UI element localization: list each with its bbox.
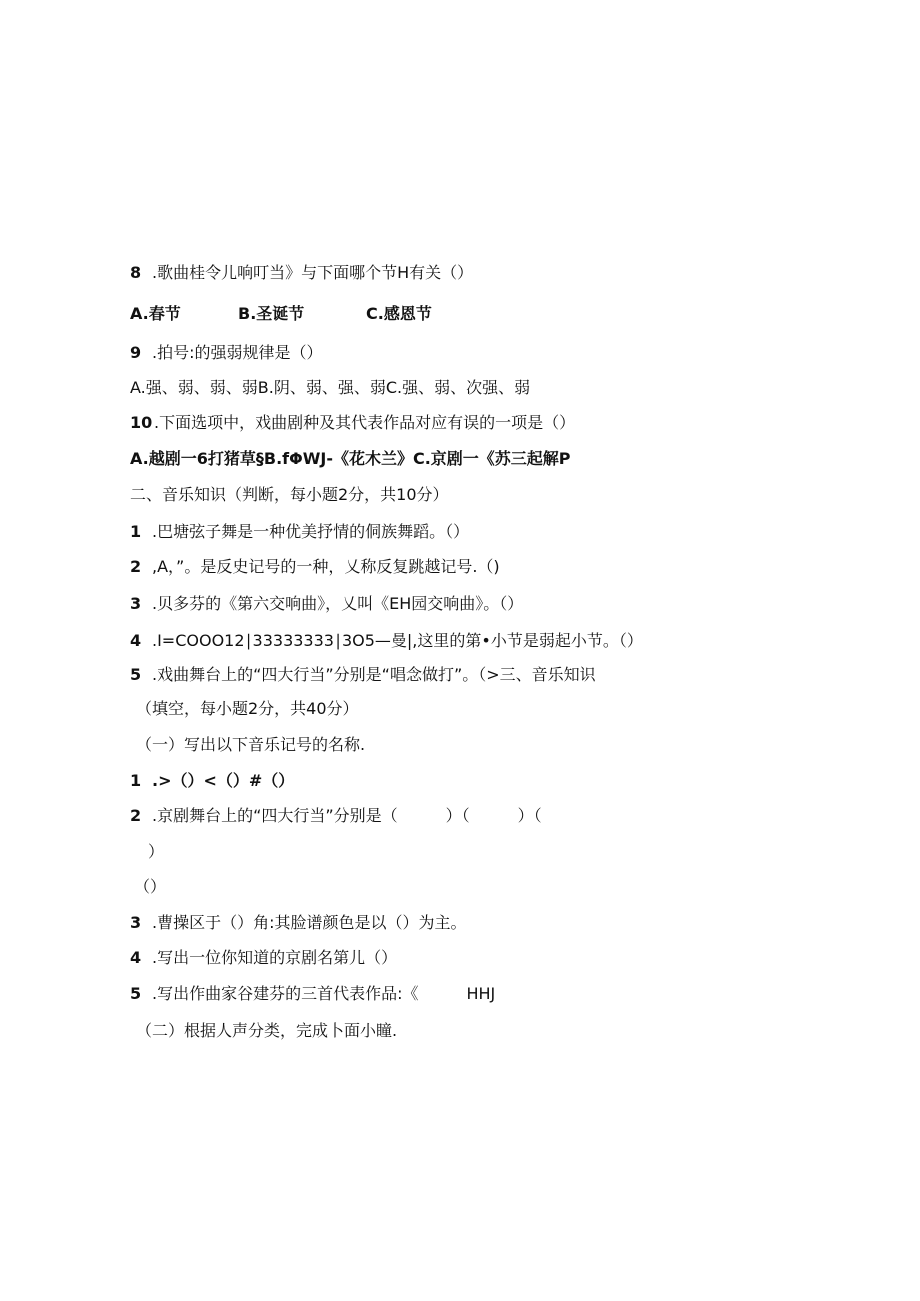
options-text: A.强、弱、弱、弱B.阴、弱、强、弱C.强、弱、次强、弱 bbox=[130, 378, 531, 397]
fill-item bbox=[130, 770, 294, 792]
part-heading: （二）根据人声分类，完成卜面小瞳. bbox=[136, 1021, 398, 1040]
item-text: .戏曲舞台上的“四大行当”分别是“唱念做打”。（>三、音乐知识 bbox=[152, 665, 596, 684]
part-heading: （一）写出以下音乐记号的名称. bbox=[136, 735, 366, 754]
question-text: .歌曲桂令儿响叮当》与下面哪个节H有关（） bbox=[152, 263, 474, 282]
item-number: 1 bbox=[130, 771, 142, 790]
judgement-item bbox=[130, 664, 596, 686]
question-8 bbox=[130, 262, 473, 284]
item-number: 5 bbox=[130, 665, 142, 684]
item-text: （） bbox=[134, 877, 167, 896]
part-2-heading bbox=[136, 1020, 397, 1042]
section-heading: 二、音乐知识（判断，每小题2分，共10分） bbox=[130, 485, 449, 504]
item-text: .京剧舞台上的“四大行当”分别是（ ）（ ）（ bbox=[152, 806, 542, 825]
fill-item bbox=[130, 805, 542, 827]
item-text: .巴塘弦子舞是一种优美抒情的侗族舞蹈。（） bbox=[152, 522, 470, 541]
item-number: 2 bbox=[130, 557, 142, 576]
section-subheading: （填空，每小题2分，共40分） bbox=[136, 699, 359, 718]
option-c: C.感恩节 bbox=[366, 304, 432, 323]
judgement-item bbox=[130, 521, 469, 543]
item-number: 3 bbox=[130, 913, 142, 932]
option-a: A.春节 bbox=[130, 304, 181, 323]
option-b: B.圣诞节 bbox=[238, 304, 305, 323]
question-number: 8 bbox=[130, 263, 142, 282]
section-2-heading bbox=[130, 484, 449, 506]
item-text: .写出作曲家谷建芬的三首代表作品:《 HHJ bbox=[152, 984, 496, 1003]
question-8-options bbox=[130, 303, 432, 325]
fill-item bbox=[130, 912, 466, 934]
question-number: 9 bbox=[130, 343, 142, 362]
item-number: 4 bbox=[130, 631, 142, 650]
part-1-heading bbox=[136, 734, 365, 756]
judgement-item bbox=[130, 593, 523, 615]
options-text: A.越剧一6打猪草§B.fΦWJ-《花木兰》C.京剧一《苏三起解P bbox=[130, 449, 571, 468]
fill-item bbox=[130, 947, 397, 969]
question-text: .拍号:的强弱规律是（） bbox=[152, 343, 323, 362]
fill-item bbox=[130, 983, 495, 1005]
question-9-options bbox=[130, 377, 530, 399]
question-text: .下面选项中，戏曲剧种及其代表作品对应有误的一项是（） bbox=[154, 413, 576, 432]
section-3-subheading bbox=[136, 698, 359, 720]
item-text: ,A，”。是反史记号的一种，乂称反复跳越记号.（) bbox=[152, 557, 500, 576]
item-text: .贝多芬的《第六交响曲》，乂叫《EH园交响曲》。（） bbox=[152, 594, 524, 613]
item-number: 2 bbox=[130, 806, 142, 825]
item-number: 1 bbox=[130, 522, 142, 541]
item-text: .>（）<（）#（） bbox=[152, 771, 295, 790]
item-text: .I=COOO12∣33333333∣3O5—曼|,这里的第•小节是弱起小节。（） bbox=[152, 631, 643, 650]
item-text: ） bbox=[148, 842, 165, 861]
question-10 bbox=[130, 412, 575, 434]
item-number: 3 bbox=[130, 594, 142, 613]
item-text: .写出一位你知道的京剧名第儿（） bbox=[152, 948, 398, 967]
fill-item-continuation bbox=[148, 841, 164, 863]
item-number: 5 bbox=[130, 984, 142, 1003]
item-number: 4 bbox=[130, 948, 142, 967]
judgement-item bbox=[130, 556, 500, 578]
judgement-item bbox=[130, 630, 643, 652]
question-number: 10 bbox=[130, 413, 153, 432]
fill-item-continuation bbox=[134, 876, 166, 898]
question-10-options bbox=[130, 448, 571, 470]
item-text: .曹操区于（）角:其脸谱颜色是以（）为主。 bbox=[152, 913, 467, 932]
question-9 bbox=[130, 342, 322, 364]
